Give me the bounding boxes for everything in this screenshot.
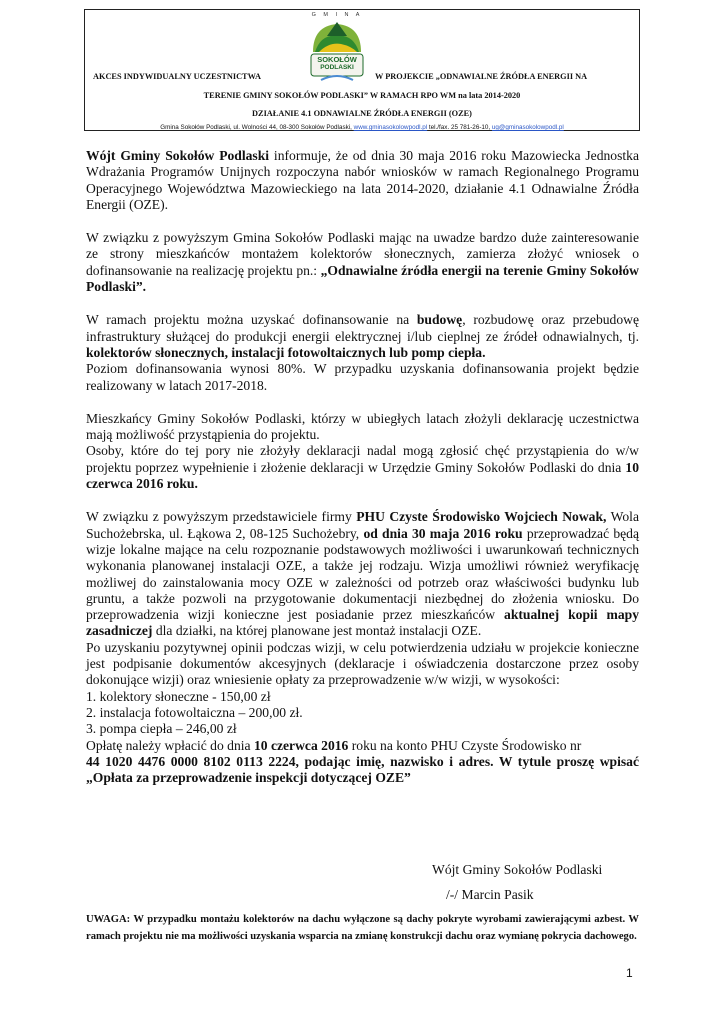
warning-note: UWAGA: W przypadku montażu kolektorów na dachu wyłączone są dachy pokryte wyrobami zawierającymi azbest. W ramach projektu nie ma możliwości uzyskania wsparcia na zmianę konstrukcji dachu oraz wymianę pokrycia dachowego. (86, 914, 639, 942)
p5-text-2: Wola Suchożebrska, ul. Łąkowa 2, 08-125 Suchożebry, (86, 509, 639, 541)
header-line-1a: AKCES INDYWIDUALNY UCZESTNICTWA (93, 72, 261, 81)
p4-text-1: Mieszkańcy Gminy Sokołów Podlaski, którzy w ubiegłych latach złożyli deklarację uczestnictwa mają możliwość przystąpienia do projektu. (86, 410, 639, 443)
p5-text-7: roku na konto PHU Czyste Środowisko nr (348, 737, 582, 753)
p2-text: W związku z powyższym Gmina Sokołów Podlaski mając na uwadze bardzo duże zainteresowanie ze strony mieszkańców montażem kolektorów słonecznych, zamierza złożyć wniosek o dofinansowanie na realizację projektu pn.: (86, 230, 639, 278)
p5-bold-1: PHU Czyste Środowisko Wojciech Nowak, (356, 509, 607, 525)
header-line-3: DZIAŁANIE 4.1 ODNAWIALNE ŹRÓDŁA ENERGII (OZE) (252, 109, 472, 118)
p1-text: informuje, że od dnia 30 maja 2016 roku Mazowiecka Jednostka Wdrażania Programów Unijnych rozpoczyna nabór wniosków w ramach Regionalnego Programu Operacyjnego Województwa Mazowieckiego na lata 2014-2020, działanie 4.1 Odnawialne Źródła Energii (OZE). (86, 148, 639, 212)
p5-text-3: przeprowadzać będą wizje lokalne mające na celu rozpoznanie podstawowych możliwości i uwarunkowań technicznych wykonania planowanej instalacji OZE, a także jej rodzaju. Wizja umożliwi również weryfikację możliwej do zainstalowania mocy OZE w zależności od potrzeb oraz właściwości budynku lub gruntu, a także pozwoli na przygotowanie dokumentacji niezbędnej do złożenia wniosku. Do przeprowadzenia wizji konieczne jest posiadanie przez mieszkańców (86, 525, 639, 623)
document-body (86, 148, 639, 786)
fee-item: 3. pompa ciepła – 246,00 zł (86, 721, 237, 737)
p5-bold-4: 10 czerwca 2016 (253, 737, 349, 753)
p3-bold-2: kolektorów słonecznych, instalacji fotowoltaicznych lub pomp ciepła. (86, 344, 486, 360)
fee-item: 1. kolektory słoneczne - 150,00 zł (86, 688, 271, 704)
logo-name-line-2: PODLASKI (320, 64, 354, 71)
header-line-1b: W PROJEKCIE „ODNAWIALNE ŹRÓDŁA ENERGII NA (375, 72, 588, 81)
paragraph-3 (86, 312, 639, 393)
signature-title: Wójt Gminy Sokołów Podlaski (432, 862, 603, 877)
logo-gmina-text: G M I N A (311, 12, 363, 18)
contact-phone: tel./fax. 25 781-26-10, (427, 124, 492, 131)
paragraph-2 (86, 230, 639, 295)
p3-text-2: , rozbudowę oraz przebudowę infrastruktury służącej do produkcji energii elektrycznej i/lub cieplnej ze źródeł odnawialnych, tj. (86, 312, 639, 344)
header-line-2: TERENIE GMINY SOKOŁÓW PODLASKI” W RAMACH RPO WM na lata 2014-2020 (203, 91, 521, 100)
p5-bold-2: od dnia 30 maja 2016 roku (363, 525, 523, 541)
paragraph-5 (86, 509, 639, 639)
p1-bold: Wójt Gminy Sokołów Podlaski (86, 148, 270, 163)
contact-address: Gmina Sokołów Podlaski, ul. Wolności 44, 08-300 Sokołów Podlaski, (160, 124, 354, 131)
fee-item: 2. instalacja fotowoltaiczna – 200,00 zł. (86, 704, 303, 720)
payment-line (86, 738, 639, 754)
header-contact-line (85, 124, 639, 131)
p3-text-3: Poziom dofinansowania wynosi 80%. W przypadku uzyskania dofinansowania projekt będzie realizowany w latach 2017-2018. (86, 361, 639, 393)
logo-name (309, 56, 365, 72)
p4-text-2: Osoby, które do tej pory nie złożyły deklaracji nadal mogą zgłosić chęć przystąpienia do w/w projektu poprzez wypełnienie i złożenie deklaracji w Urzędzie Gminy Sokołów Podlaski do dnia (86, 443, 639, 475)
p3-bold-1: budowę (416, 312, 463, 328)
p5-bold-3: aktualnej kopii mapy zasadniczej (86, 607, 639, 639)
gmina-logo (295, 12, 379, 84)
paragraph-4 (86, 411, 639, 492)
p5-text-1: W związku z powyższym przedstawiciele firmy (86, 509, 357, 525)
p5-text-5: Po uzyskaniu pozytywnej opinii podczas wizji, w celu potwierdzenia udziału w projekcie konieczne jest podpisanie dokumentów akcesyjnych (deklaracje i oświadczenia dostarczone przez osoby dokonujące wizji) oraz wniesienie opłaty za przeprowadzenie w/w wizji, w wysokości: (86, 639, 639, 688)
logo-name-line-1: SOKOŁÓW (317, 55, 357, 64)
logo-emblem-icon (295, 12, 379, 84)
paragraph-6 (86, 640, 639, 689)
website-link[interactable]: www.gminasokolowpodl.pl (353, 124, 428, 131)
p5-text-6: Opłatę należy wpłacić do dnia (86, 737, 254, 753)
email-link[interactable]: ug@gminasokolowpodl.pl (491, 124, 564, 131)
bank-account: 44 1020 4476 0000 8102 0113 2224, podając imię, nazwisko i adres. W tytule proszę wpisać „Opłata za przeprowadzenie inspekcji dotyczącej OZE” (86, 753, 639, 786)
paragraph-1 (86, 148, 639, 213)
p4-bold-1: 10 czerwca 2016 roku. (86, 459, 639, 492)
page-number: 1 (626, 966, 633, 980)
p2-bold: „Odnawialne źródła energii na terenie Gminy Sokołów Podlaski”. (86, 262, 639, 295)
p5-text-4: dla działki, na której planowane jest montaż instalacji OZE. (152, 623, 482, 639)
document-header (84, 9, 640, 131)
p3-text-1: W ramach projektu można uzyskać dofinansowanie na (86, 312, 417, 328)
signature-name: /-/ Marcin Pasik (446, 887, 534, 902)
